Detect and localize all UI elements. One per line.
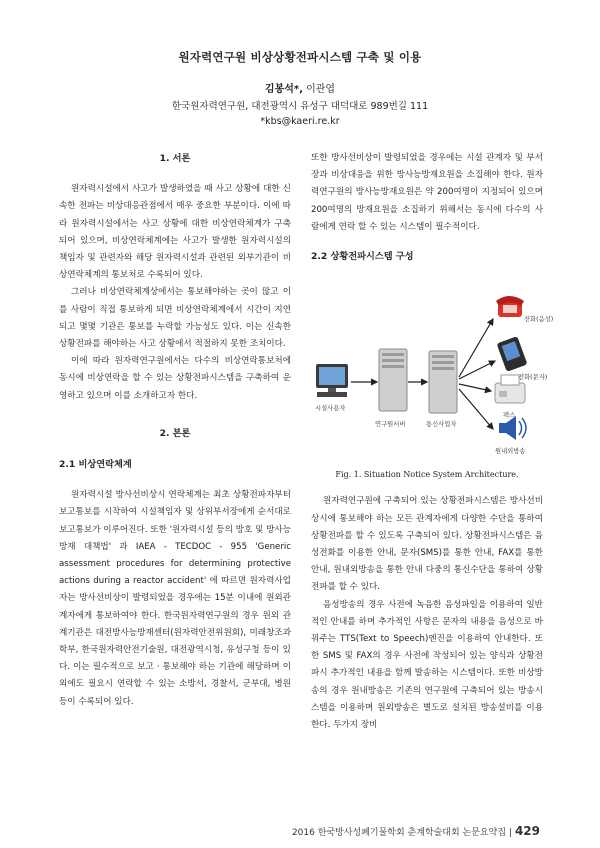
comm-server-icon xyxy=(429,351,457,413)
footer-separator: | xyxy=(508,828,512,838)
label-fax: 팩스 xyxy=(503,412,516,420)
email: *kbs@kaeri.re.kr xyxy=(260,116,340,127)
right-paragraph-2: 음성방송의 경우 사전에 녹음한 음성파일을 이용하여 일반적인 안내를 하며 추가적인 사항은 문자의 내용을 음성으로 바꿔주는 TTS(Text to Speech)엔진을 이용하여 안내한다. 또한 SMS 및 FAX의 경우 사전에 작성되어 있는 양식과 상황전파시 추가적인 내용을 함께 발송하는 시스템이다. 또한 비상방송의 경우 원내방송은 기존의 연구원에 구축되어 있는 방송시스템을 이용하며 원외방송은 별도로 설치된 방송설비를 이용한다. 두가지 장비 xyxy=(311,599,543,731)
intro-paragraph-3: 이에 따라 원자력연구원에서는 다수의 비상연락통보처에 동시에 비상연락을 할 수 있는 상황전파시스템을 구축하여 운영하고 있으며 이를 소개하고자 한다. xyxy=(59,356,291,401)
page-footer xyxy=(292,824,540,838)
co-author: 이관엽 xyxy=(306,84,336,95)
right-column xyxy=(311,150,554,734)
intro-paragraph-2: 그러나 비상연락체계상에서는 통보해야하는 곳이 많고 이를 사람이 직접 통보하게 되면 비상연락체계에서 시간이 지연되고 몇몇 기관은 통보를 누락할 가능성도 있다. 이는 신속한 상황전파를 해야하는 사고 상황에서 적절하지 못한 조치이다. xyxy=(59,287,291,350)
right-top-paragraph: 또한 방사선비상이 발령되었을 경우에는 시설 관계자 및 부서장과 비상대응을 위한 방사능방재요원을 소집해야 한다. 원자력연구원의 방사능방재요원은 약 200여명이 지정되어 있으며 200여명의 방재요원을 소집하기 위해서는 동시에 다수의 사람에게 연락 할 수 있는 시스템이 필수적이다. xyxy=(311,153,543,232)
section-intro-heading: 1. 서론 xyxy=(159,153,191,164)
system-architecture-figure xyxy=(311,279,554,464)
paper-title: 원자력연구원 비상상황전파시스템 구축 및 이용 xyxy=(178,50,422,64)
first-author: 김봉석*, xyxy=(264,84,303,95)
label-phone-voice: 전화(음성) xyxy=(524,316,554,324)
author-list xyxy=(0,80,600,95)
subsection-2-1-paragraph: 원자력시설 방사선비상시 연락체계는 최초 상황전파자부터 보고통보를 시작하여 시설책임자 및 상위부서장에게 순서대로 보고통보가 이루어진다. 또한 '원자력시설 등의 방호 및 방사능 방재 대책법' 과 IAEA - TECDOC - 955 'Generic assessment procedures for determining protective actions during a reactor accident' 에 따르면 원자력사업자는 방사선비상이 발령되었을 경우에는 15분 이내에 원외관계자에게 통보하여야 한다. 한국원자력연구원의 경우 원외 관계기관은 대전방사능방재센터(원자력안전위원회), 미래창조과학부, 한국원자력안전기술원, 대전광역시청, 유성구청 등이 있다. 이는 필수적으로 보고 · 통보해야 하는 기관에 해당하며 이외에도 필요시 연락할 수 있는 소방서, 경찰서, 군부대, 병원 등이 수록되어 있다. xyxy=(59,490,291,707)
mobile-phone-icon xyxy=(497,336,528,372)
section-body-heading: 2. 본론 xyxy=(159,427,191,439)
footer-text: 2016 한국방사성폐기물학회 춘계학술대회 논문요약집 xyxy=(291,828,507,838)
label-phone-sms: 전화(문자) xyxy=(518,374,548,382)
label-comm-server: 통신사업자 xyxy=(426,421,457,429)
left-column xyxy=(59,150,291,711)
label-broadcast: 원내외방송 xyxy=(495,448,526,456)
subsection-2-2-heading: 2.2 상황전파시스템 구성 xyxy=(311,251,414,263)
user-computer-icon xyxy=(316,364,348,397)
page-number: 429 xyxy=(514,824,540,838)
phone-icon xyxy=(496,296,524,317)
research-server-icon xyxy=(379,349,407,411)
subsection-2-1-heading: 2.1 비상연락체계 xyxy=(59,459,132,471)
right-paragraph-1: 원자력연구원에 구축되어 있는 상황전파시스템은 방사선비상시에 통보해야 하는 모든 관계자에게 다양한 수단을 통하여 상황전파를 할 수 있도록 구축되어 있다. 상황전파시스템은 음성전화를 이용한 안내, 문자(SMS)를 통한 안내, FAX를 통한 안내, 원내외방송을 통한 안내 다중의 통신수단을 통하여 상황전파를 할 수 있다. xyxy=(311,496,543,593)
label-user: 시설사용자 xyxy=(315,405,346,413)
intro-paragraph-1: 원자력시설에서 사고가 발생하였을 때 사고 상황에 대한 신속한 전파는 비상대응관점에서 매우 중요한 부분이다. 이에 따라 원자력시설에서는 사고 상황에 대한 비상연락체계가 구축되어 있으며, 비상연락체계에는 사고가 발생한 원자력시설의 책임자 및 관련자와 해당 원자력시설과 관련된 외부기관이 비상연락체계의 통보처로 수록되어 있다. xyxy=(59,184,291,281)
figure-caption: Fig. 1. Situation Notice System Architecture. xyxy=(335,470,519,480)
label-research-server: 연구원서버 xyxy=(375,421,406,429)
architecture-diagram xyxy=(311,279,543,464)
affiliation: 한국원자력연구원, 대전광역시 유성구 대덕대로 989번길 111 xyxy=(171,101,429,112)
